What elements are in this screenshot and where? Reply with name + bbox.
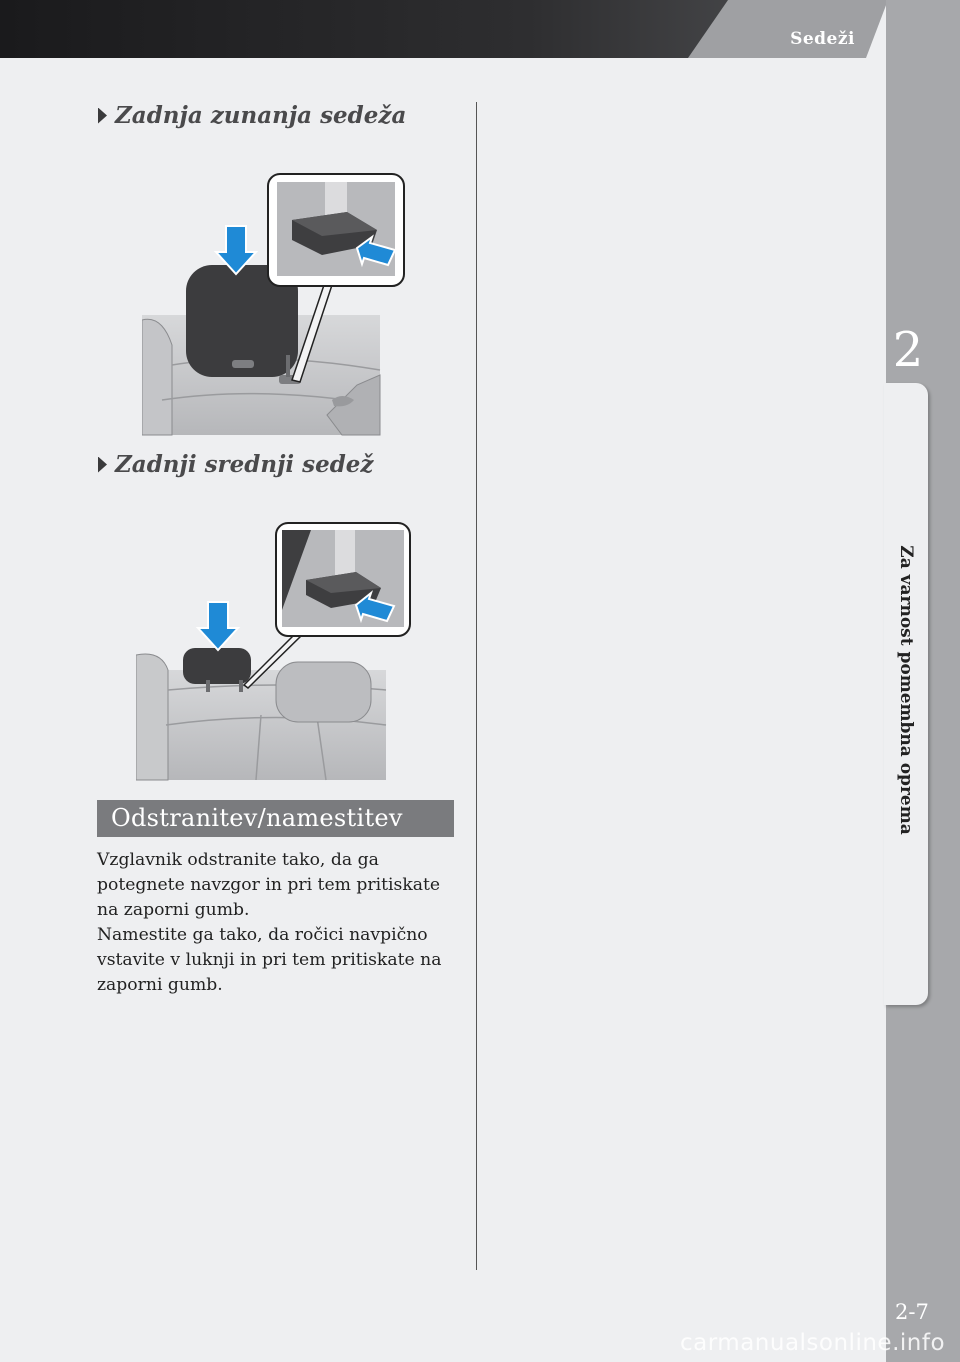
subheading-outer-text: Zadnja zunanja sedeža bbox=[115, 102, 407, 129]
column-divider bbox=[476, 102, 477, 1270]
section-heading: Odstranitev/namestitev bbox=[97, 800, 454, 837]
section-title: Sedeži bbox=[790, 29, 855, 49]
bullet-marker-icon bbox=[98, 457, 107, 473]
watermark-text: carmanualsonline.info bbox=[680, 1330, 946, 1356]
bullet-marker-icon bbox=[98, 108, 107, 124]
instruction-remove: Vzglavnik odstranite tako, da ga potegnete navzgor in pri tem pritiskate na zaporni gumb. bbox=[97, 850, 441, 920]
subheading-center-seat bbox=[98, 451, 374, 478]
subheading-center-text: Zadnji srednji sedež bbox=[115, 451, 374, 478]
page-number: 2-7 bbox=[895, 1300, 929, 1324]
subheading-outer-seats bbox=[98, 102, 406, 129]
instruction-install: Namestite ga tako, da ročici navpično vstavite v luknji in pri tem pritiskate na zaporni gumb. bbox=[97, 925, 442, 995]
headrest-center-illustration bbox=[136, 520, 412, 782]
chapter-number: 2 bbox=[892, 322, 924, 378]
chapter-title: Za varnost pomembna oprema bbox=[896, 545, 916, 835]
headrest-outer-illustration bbox=[142, 170, 410, 438]
body-text bbox=[97, 848, 459, 998]
